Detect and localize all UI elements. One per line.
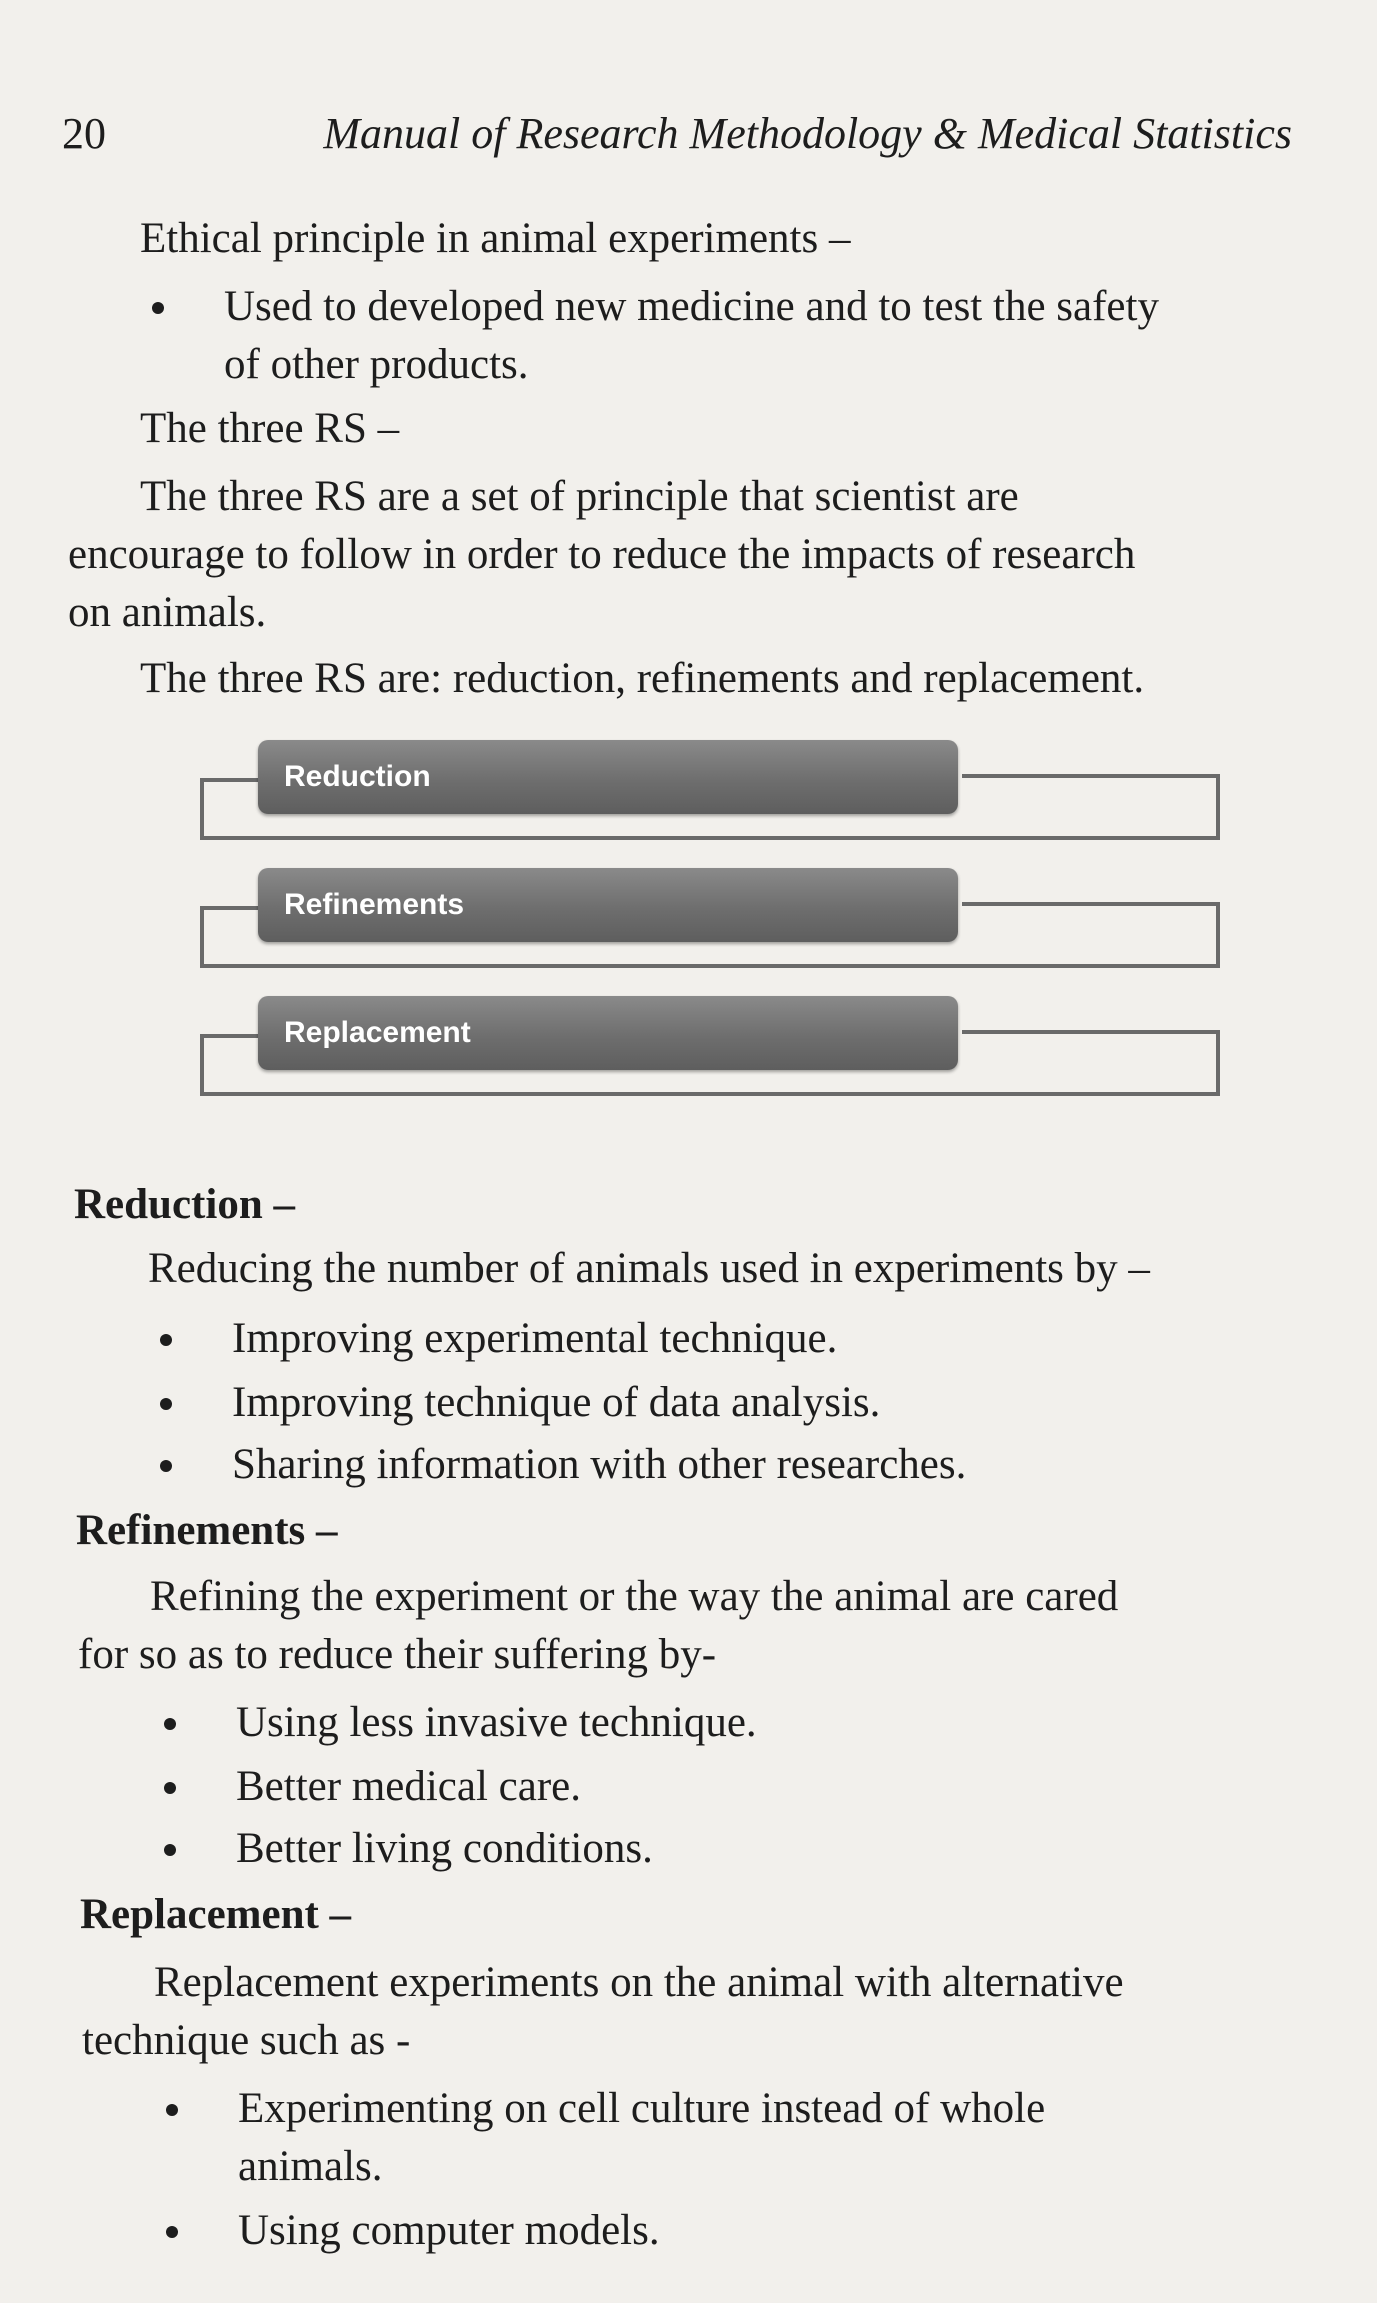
list-item	[156, 1374, 1256, 1432]
paragraph-line: encourage to follow in order to reduce the impacts of research	[68, 531, 1136, 578]
bracket-right	[962, 774, 1220, 840]
three-rs-sentence: The three RS are: reduction, refinements and replacement.	[140, 655, 1145, 702]
bracket-left	[200, 1034, 258, 1096]
list-item	[156, 1310, 1256, 1368]
replacement-intro-line: Replacement experiments on the animal with alternative	[154, 1959, 1124, 2006]
bullet-text: Better medical care.	[236, 1763, 581, 1810]
bracket-left	[200, 906, 258, 968]
running-title: Manual of Research Methodology & Medical Statistics	[323, 109, 1292, 158]
refinements-heading: Refinements –	[76, 1507, 338, 1554]
bullet-text: animals.	[238, 2143, 383, 2190]
paragraph-line: The three RS are a set of principle that scientist are	[140, 473, 1019, 520]
bullet-text: of other products.	[224, 341, 529, 388]
reduction-heading: Reduction –	[74, 1181, 295, 1228]
intro-heading: Ethical principle in animal experiments –	[140, 215, 851, 262]
bullet-text: Using computer models.	[238, 2207, 660, 2254]
diagram-label-replacement: Replacement	[258, 996, 958, 1070]
bullet-text: Improving technique of data analysis.	[232, 1379, 881, 1426]
refinements-intro-line: for so as to reduce their suffering by-	[78, 1631, 717, 1678]
bullet-text: Experimenting on cell culture instead of whole	[238, 2085, 1046, 2132]
bracket-left	[200, 778, 258, 840]
page-number: 20	[62, 109, 106, 158]
diagram-label-refinements: Refinements	[258, 868, 958, 942]
list-item	[160, 1694, 1260, 1752]
list-item	[162, 2202, 1262, 2260]
bullet-text: Improving experimental technique.	[232, 1315, 838, 1362]
bullet-text: Used to developed new medicine and to test the safety	[224, 283, 1159, 330]
list-item	[160, 1758, 1260, 1816]
list-item	[162, 2080, 1302, 2200]
three-rs-diagram	[200, 740, 1220, 1120]
bracket-right	[962, 1030, 1220, 1096]
list-item	[156, 1436, 1256, 1494]
bullet-text: Sharing information with other researches.	[232, 1441, 967, 1488]
bullet-text: Using less invasive technique.	[236, 1699, 757, 1746]
reduction-intro: Reducing the number of animals used in experiments by –	[148, 1245, 1150, 1292]
refinements-intro-line: Refining the experiment or the way the animal are cared	[150, 1573, 1119, 1620]
diagram-row-reduction	[200, 740, 1220, 840]
bracket-right	[962, 902, 1220, 968]
replacement-heading: Replacement –	[80, 1891, 352, 1938]
diagram-label-reduction: Reduction	[258, 740, 958, 814]
page-header	[62, 108, 1292, 160]
list-item	[148, 278, 1298, 398]
diagram-row-refinements	[200, 868, 1220, 968]
bullet-text: Better living conditions.	[236, 1825, 653, 1872]
paragraph-line: on animals.	[68, 589, 267, 636]
diagram-row-replacement	[200, 996, 1220, 1096]
list-item	[160, 1820, 1260, 1878]
three-rs-heading: The three RS –	[140, 405, 400, 452]
replacement-intro-line: technique such as -	[82, 2017, 411, 2064]
